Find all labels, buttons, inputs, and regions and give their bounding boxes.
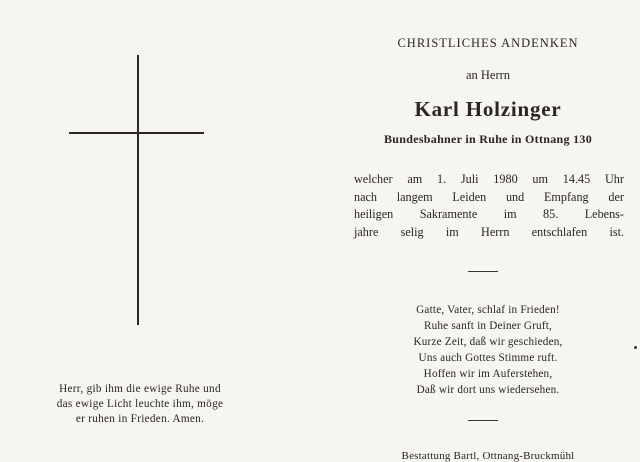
obituary-word: Juli: [460, 172, 479, 186]
obituary-line: [354, 224, 624, 242]
print-speck: [634, 346, 637, 349]
memorial-verse: [346, 302, 630, 398]
obituary-word: im: [445, 224, 459, 239]
obituary-word: Sakramente: [419, 207, 478, 221]
obituary-word: und: [505, 189, 525, 204]
obituary-word: 85.: [543, 207, 559, 221]
prayer-line: Herr, gib ihm die ewige Ruhe und: [59, 383, 221, 395]
obituary-word: im: [503, 207, 517, 221]
obituary-word: 14.45: [562, 172, 591, 186]
dedication-intro: an Herrn: [465, 68, 511, 82]
obituary-word: welcher: [354, 172, 393, 186]
obituary-word: um: [532, 172, 548, 186]
obituary-word: Empfang: [543, 189, 589, 204]
obituary-word: ist.: [609, 224, 624, 239]
obituary-text: [354, 171, 624, 241]
card-heading: CHRISTLICHES ANDENKEN: [397, 36, 579, 50]
obituary-line: [354, 171, 624, 189]
verse-line: Ruhe sanft in Deiner Gruft,: [423, 320, 553, 332]
obituary-word: nach: [354, 189, 378, 204]
prayer-line: das ewige Licht leuchte ihm, möge: [56, 398, 224, 410]
cross-vertical-bar: [137, 55, 139, 325]
obituary-word: Leiden: [452, 189, 487, 204]
funeral-home: Bestattung Bartl, Ottnang-Bruckmühl: [401, 450, 575, 462]
verse-line: Kurze Zeit, daß wir geschieden,: [413, 336, 563, 348]
obituary-word: Uhr: [604, 172, 624, 186]
obituary-word: heiligen: [354, 207, 394, 221]
divider-line: [468, 271, 498, 272]
obituary-line: [354, 189, 624, 207]
verse-line: Hoffen wir im Auferstehen,: [423, 368, 553, 380]
deceased-name: Karl Holzinger: [414, 97, 562, 121]
cross-horizontal-bar: [69, 132, 204, 134]
obituary-word: Lebens-: [584, 207, 624, 221]
obituary-word: am: [407, 172, 423, 186]
deceased-occupation: Bundesbahner in Ruhe in Ottnang 130: [383, 132, 592, 146]
obituary-word: langem: [396, 189, 433, 204]
prayer-line: er ruhen in Frieden. Amen.: [75, 413, 205, 425]
verse-line: Gatte, Vater, schlaf in Frieden!: [416, 304, 560, 316]
obituary-word: 1.: [437, 172, 447, 186]
divider-line: [468, 420, 498, 421]
verse-line: Uns auch Gottes Stimme ruft.: [418, 352, 558, 364]
obituary-word: jahre: [354, 224, 379, 239]
obituary-word: entschlafen: [531, 224, 588, 239]
verse-line: Daß wir dort uns wiedersehen.: [416, 384, 560, 396]
obituary-word: 1980: [493, 172, 518, 186]
obituary-word: selig: [400, 224, 424, 239]
prayer-text: [22, 382, 258, 427]
obituary-word: Herrn: [481, 224, 510, 239]
obituary-word: der: [608, 189, 624, 204]
obituary-line: [354, 206, 624, 224]
